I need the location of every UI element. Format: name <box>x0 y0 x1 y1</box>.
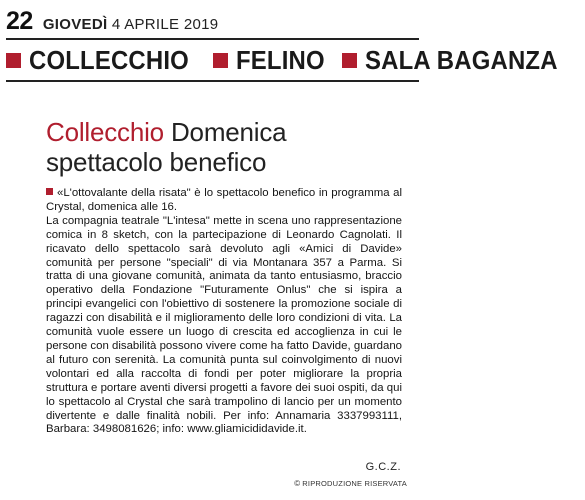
article-lead <box>46 187 402 215</box>
copyright-notice <box>294 479 407 488</box>
lead-square-icon <box>46 188 53 195</box>
copyright-text: RIPRODUZIONE RISERVATA <box>302 479 407 488</box>
red-square-icon <box>6 53 21 68</box>
headline-title-line2: spettacolo benefico <box>46 147 267 177</box>
masthead-rule <box>6 38 419 40</box>
byline: G.C.Z. <box>365 461 401 473</box>
headline-place: Collecchio <box>46 117 164 147</box>
section-rule <box>6 80 419 82</box>
issue-weekday: GIOVEDÌ <box>42 16 108 33</box>
section-felino <box>213 46 333 74</box>
red-square-icon <box>213 53 228 68</box>
page-number: 22 <box>6 7 33 35</box>
masthead <box>6 6 218 34</box>
article-headline <box>46 117 406 177</box>
issue-date <box>43 17 219 32</box>
section-collecchio <box>6 46 203 74</box>
article-body <box>46 187 402 437</box>
section-label: FELINO <box>235 45 325 75</box>
section-label: COLLECCHIO <box>29 45 189 75</box>
section-label: SALA BAGANZA <box>365 45 559 75</box>
section-band <box>6 45 585 75</box>
copyright-icon: © <box>294 479 301 488</box>
section-sala-baganza <box>342 46 574 74</box>
issue-date-value: 4 APRILE 2019 <box>111 16 219 33</box>
article-paragraph: La compagnia teatrale "L'intesa" mette in scena uno rappresentazione comica in 8 sketch, con la partecipazione di Leonardo Cagnolati. Il ricavato dello spettacolo sarà devoluto agli «Amici di Davide» comunità per persone "speciali" di via Montanara 357 a Parma. Si tratta di una giovane comunità, animata da tanto entusiasmo, braccio operativo della Fondazione "Futuramente Onlus" che si ispira a principi evangelici con l'obiettivo di sostenere la promozione sociale di ragazzi con disabilità e il miglioramento delle loro condizioni di vita. La comunità vuole essere un luogo di crescita ed accoglienza in cui le persone con disabilità possono vivere come ha fatto Davide, guardano al futuro con serenità. La comunità punta sul coinvolgimento di nuovi volontari ed alla raccolta di fondi per poter migliorare la propria struttura e portare aventi diversi progetti a favore dei suoi ospiti, da qui lo spettacolo al Crystal che sarà trampolino di lancio per un momento divertente e dalle finalità nobili. Per info: Annamaria 3337993111, Barbara: 3498081626; info: www.gliamicididavide.it. <box>46 214 402 436</box>
red-square-icon <box>342 53 357 68</box>
headline-title-rest: Domenica <box>163 117 287 147</box>
article-lead-text: «L'ottovalante della risata" è lo spettacolo benefico in programma al Crystal, domenica alle 16. <box>46 187 402 213</box>
